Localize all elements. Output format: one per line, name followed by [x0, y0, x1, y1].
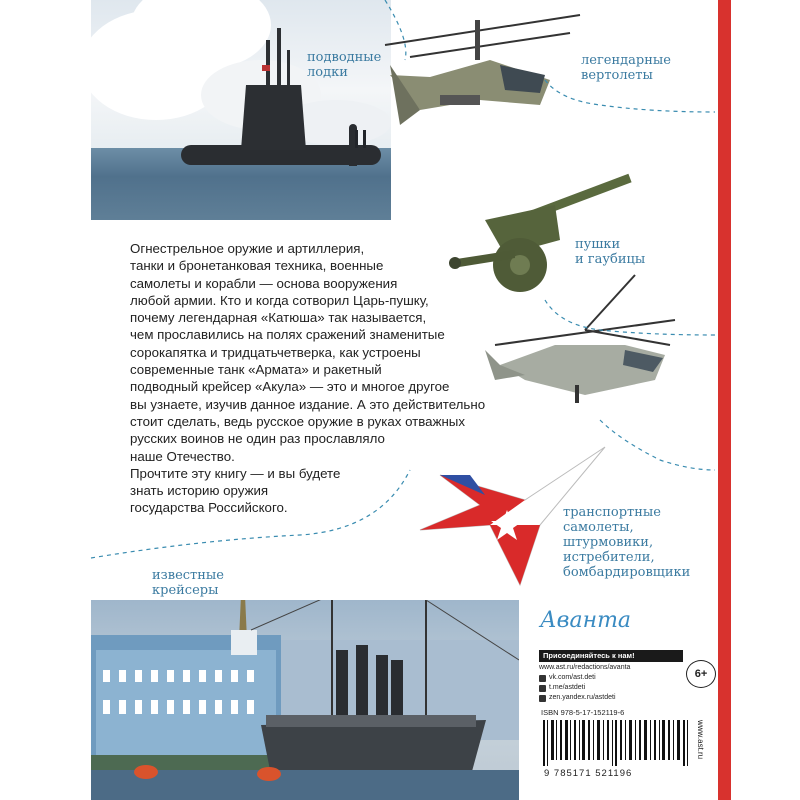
vk-link-text: vk.com/ast.deti [549, 674, 596, 681]
barcode [539, 720, 699, 766]
isbn: ISBN 978-5-17-152119-6 [541, 708, 625, 717]
annotation-paragraph-1: Огнестрельное оружие и артиллерия, танки и бронетанковая техника, военные самолеты и корабли — основа вооружения любой армии. Кто и когда сотворил Царь-пушку, почему легендарная «Катюша» так называется, чем прославились на полях сражений знаменитые сорокапятка и тридцатьчетверка, как устроены современные танк «Армата» и ракетный подводный крейсер «Акула» — это и многое другое вы узнаете, изучив данное издание. А это действительно стоит сделать, ведь русское оружие в руках отважных русских воинов не один раз прославляло наше Отечество. [130, 241, 486, 464]
join-us-banner: Присоединяйтесь к нам! [539, 650, 683, 662]
zen-icon [539, 695, 546, 702]
telegram-link[interactable] [539, 683, 630, 693]
zen-link[interactable] [539, 693, 630, 703]
publisher-logo: Аванта [540, 608, 632, 633]
caption-helicopters: легендарные вертолеты [581, 53, 671, 83]
caption-submarines: подводные лодки [307, 50, 382, 80]
age-rating-badge: 6+ [686, 660, 716, 688]
annotation-paragraph-2: Прочтите эту книгу — и вы будете знать историю оружия государства Российского. [130, 465, 341, 516]
barcode-digits: 9 785171 521196 [544, 768, 633, 779]
telegram-icon [539, 685, 546, 692]
telegram-link-text: t.me/astdeti [549, 684, 586, 691]
vk-icon [539, 675, 546, 682]
publisher-links [539, 663, 630, 703]
annotation-text [130, 240, 580, 517]
publisher-url[interactable]: www.ast.ru/redactions/avanta [539, 664, 631, 671]
zen-link-text: zen.yandex.ru/astdeti [549, 694, 616, 701]
caption-planes: транспортные самолеты, штурмовики, истребители, бомбардировщики [563, 505, 691, 580]
caption-guns: пушки и гаубицы [575, 237, 646, 267]
site-vertical: www.ast.ru [696, 720, 705, 760]
vk-link[interactable] [539, 673, 630, 683]
caption-cruisers: известные крейсеры [152, 568, 224, 598]
